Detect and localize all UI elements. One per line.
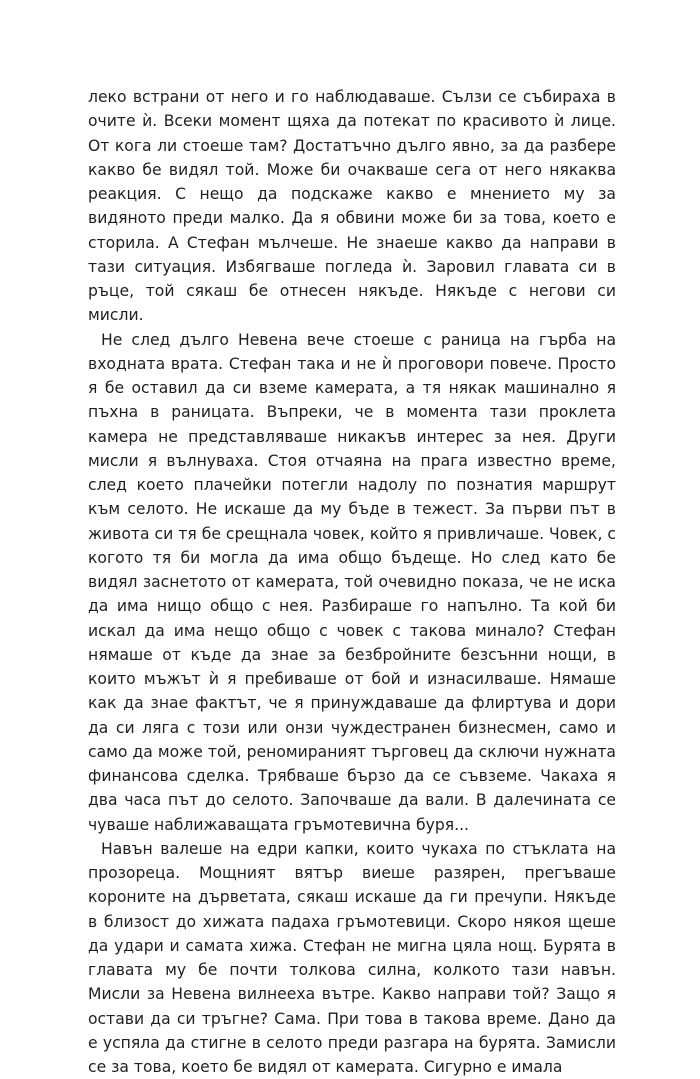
paragraph-3: Навън валеше на едри капки, които чукаха по стъклата на прозореца. Мощният вятър виеше разярен, прегъваше короните на дърветата, сякаш искаше да ги пречупи. Някъде в близост до хижата падаха гръмотевици. Скоро някоя щеше да удари и самата хижа. Стефан не мигна цяла нощ. Бурята в главата му бе почти толкова силна, колкото тази навън. Мисли за Невена вилнееха вътре. Какво направи той? Защо я остави да си тръгне? Сама. При това в такова време. Дано да е успяла да стигне в селото преди разгара на бурята. Замисли се за това, което бе видял от камерата. Сигурно е имала [88,839,616,1076]
paragraph-1: леко встрани от него и го наблюдаваше. Сълзи се събираха в очите ѝ. Всеки момент щяха да потекат по красивото ѝ лице. От кога ли стоеше там? Достатъчно дълго явно, за да разбере какво бе видял той. Може би очакваше сега от него някаква реакция. С нещо да подскаже какво е мнението му за видяното преди малко. Да я обвини може би за това, което е сторила. А Стефан мълчеше. Не знаеше какво да направи в тази ситуация. Избягваше погледа ѝ. Заровил главата си в ръце, той сякаш бе отнесен някъде. Някъде с негови си мисли. [88,88,616,325]
document-page [88,85,616,1079]
paragraph-2: Не след дълго Невена вече стоеше с раница на гърба на входната врата. Стефан така и не ѝ проговори повече. Просто я бе оставил да си вземе камерата, а тя някак машинално я пъхна в раницата. Въпреки, че в момента тази проклета камера не представляваше никакъв интерес за нея. Други мисли я вълнуваха. Стоя отчаяна на прага известно време, след което плачейки потегли надолу по познатия маршрут към селото. Не искаше да му бъде в тежест. За първи път в живота си тя бе срещнала човек, който я привличаше. Човек, с когото тя би могла да има общо бъдеще. Но след като бе видял заснетото от камерата, той очевидно показа, че не иска да има нищо общо с нея. Разбираше го напълно. Та кой би искал да има нещо общо с човек с такова минало? Стефан нямаше от къде да знае за безбройните безсънни нощи, в които мъжът ѝ я пребиваше от бой и изнасилваше. Нямаше как да знае фактът, че я принуждаваше да флиртува и дори да си ляга с този или онзи чуждестранен бизнесмен, само и само да може той, реномираният търговец да сключи нужната финансова сделка. Трябваше бързо да се съвземе. Чакаха я два часа път до селото. Започваше да вали. В далечината се чуваше наближаващата гръмотевична буря... [88,330,616,834]
